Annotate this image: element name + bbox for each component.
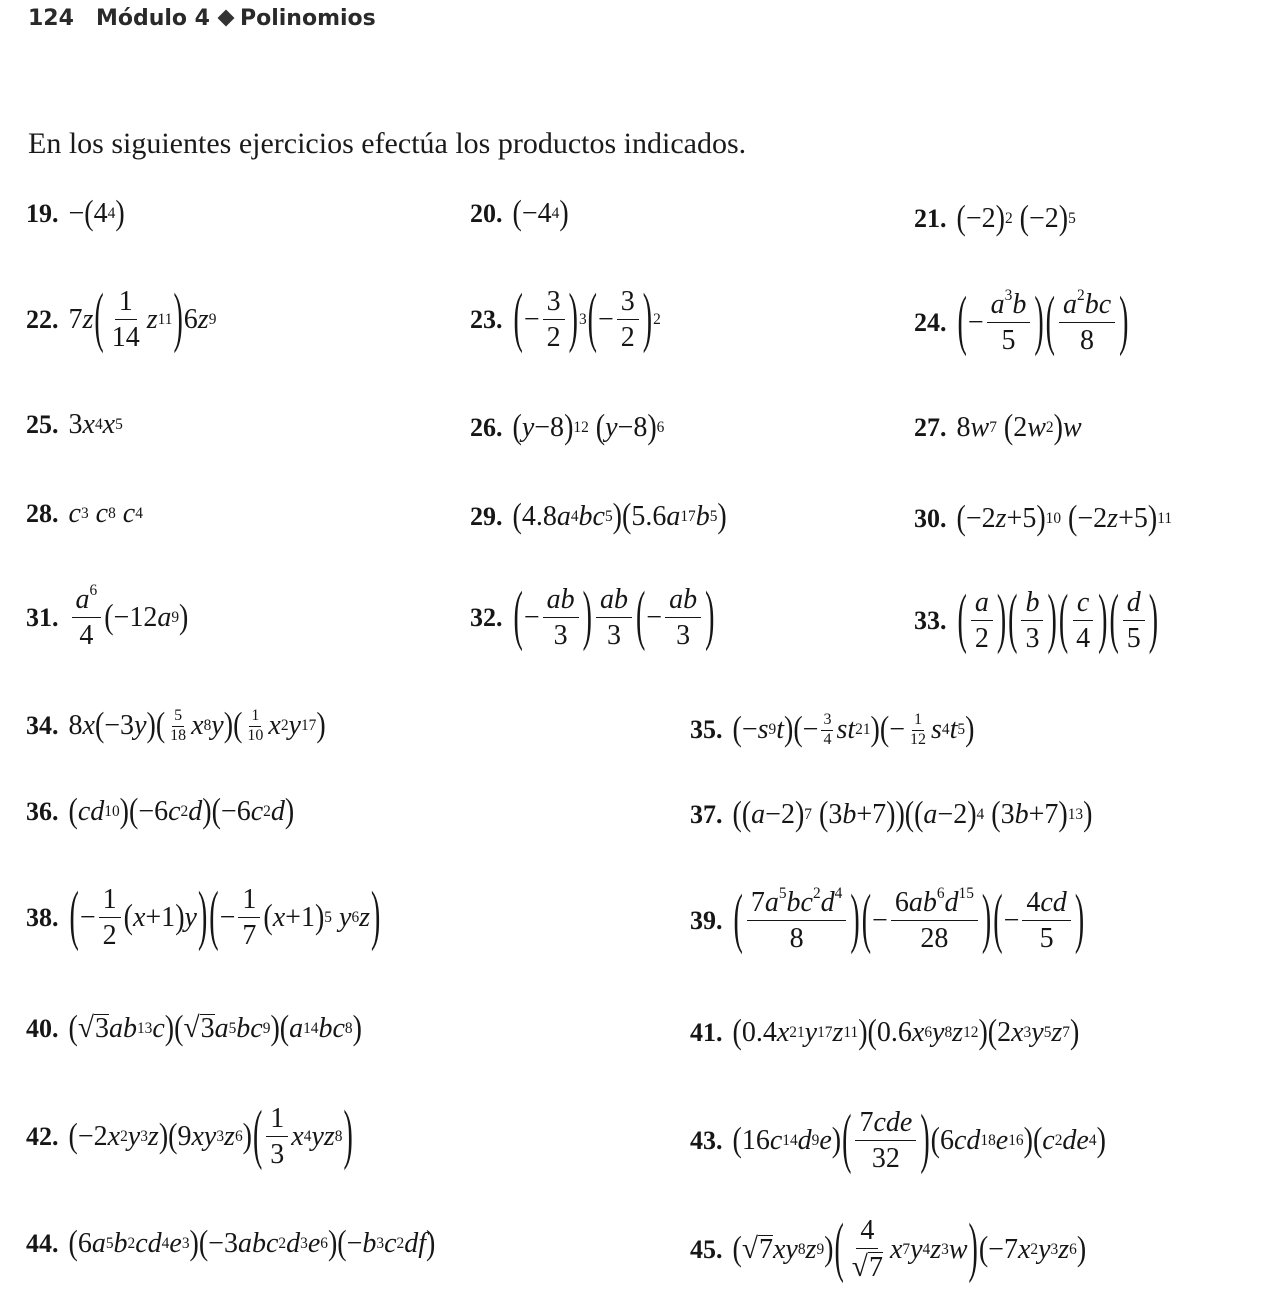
exercise-31	[26, 581, 189, 652]
exercise-19	[26, 194, 125, 233]
exercise-number: 32.	[470, 602, 503, 632]
exercise-26	[470, 408, 665, 447]
exercise-24	[914, 284, 1129, 359]
exercise-43	[690, 1102, 1106, 1177]
exercise-expression: 8 x ( −3 y ) ( $\frac{5}{18}$ x 8 y ) ( $\frac{1}{10}$ x 2 y 17 )	[68, 706, 326, 746]
exercise-number: 45.	[690, 1234, 723, 1264]
exercise-30	[914, 499, 1173, 538]
diamond-icon	[217, 10, 234, 27]
exercise-number: 41.	[690, 1018, 723, 1047]
exercise-number: 36.	[26, 797, 59, 826]
exercise-23	[470, 281, 661, 356]
exercise-33	[914, 582, 1159, 657]
exercise-39	[690, 882, 1085, 957]
exercise-number: 29.	[470, 502, 503, 531]
exercise-number: 31.	[26, 602, 59, 632]
exercise-21	[914, 199, 1076, 238]
exercise-40	[26, 1008, 362, 1048]
exercise-32	[470, 579, 715, 654]
topic-label: Polinomios	[239, 6, 376, 31]
instructions: En los siguientes ejercicios efectúa los productos indicados.	[28, 127, 747, 160]
exercise-expression: ( −2 z +5 ) 10 ( −2 z +5 ) 11	[956, 499, 1173, 538]
exercise-number: 34.	[26, 711, 59, 741]
exercise-29	[470, 497, 727, 536]
exercise-number: 20.	[470, 199, 503, 228]
exercise-number: 37.	[690, 800, 723, 829]
exercise-45	[690, 1211, 1087, 1286]
exercise-number: 44.	[26, 1229, 59, 1258]
exercise-number: 19.	[26, 199, 59, 228]
page-header	[28, 6, 376, 31]
exercise-37	[690, 795, 1093, 834]
exercise-number: 27.	[914, 413, 947, 442]
exercise-expression: ( y −8 ) 12 ( y −8 ) 6	[512, 408, 665, 447]
exercise-expression: 8 w 7 ( 2 w 2 ) w	[956, 408, 1082, 447]
exercise-expression: ( −2 x 2 y 3 z ) ( 9 xy 3 z 6 ) ( $\frac{1}{3}$ x 4 yz 8 )	[68, 1098, 353, 1173]
exercise-number: 43.	[690, 1125, 723, 1155]
exercise-expression: ( cd 10 ) ( −6 c 2 d ) ( −6 c 2 d )	[68, 792, 295, 831]
exercise-expression: ( 0.4 x 21 y 17 z 11 ) ( 0.6 x 6 y 8 z 12 ) ( 2 x 3 y 5 z 7 )	[732, 1013, 1080, 1052]
exercise-expression: ( −4 4 )	[512, 194, 569, 233]
exercise-number: 35.	[690, 715, 723, 745]
exercise-expression: ( √ 3 ab 13 c ) ( √ 3 a 5 bc 9 ) ( a 14 bc 8 )	[68, 1008, 362, 1048]
exercise-expression: ( $\frac{7a^5bc^2d^4}{8}$ ) ( − $\frac{6ab^6d^{15}}{28}$ ) ( − $\frac{4cd}{5}$ )	[733, 882, 1085, 957]
exercise-expression: c 3 c 8 c 4	[68, 498, 143, 529]
exercise-expression: 7 z ( $\frac{1}{14}$ z 11 ) 6 z 9	[68, 281, 217, 356]
exercise-expression: 3 x 4 x 5	[68, 409, 123, 440]
exercise-44	[26, 1224, 436, 1263]
exercise-expression: − ( 4 4 )	[68, 194, 125, 233]
exercise-35	[690, 712, 974, 749]
exercise-expression: ( − $\frac{ab}{3}$ ) $\frac{ab}{3}$ ( − $\frac{ab}{3}$ )	[513, 579, 715, 654]
exercise-27	[914, 408, 1082, 447]
exercise-expression: $\frac{a^6}{4}$ ( −12 a 9 )	[69, 585, 189, 651]
exercise-number: 28.	[26, 499, 59, 528]
exercise-number: 38.	[26, 902, 59, 932]
exercise-number: 23.	[470, 304, 503, 334]
module-label: Módulo 4	[95, 6, 210, 31]
exercise-20	[470, 194, 569, 233]
exercise-expression: ( −2 ) 2 ( −2 ) 5	[956, 199, 1076, 238]
exercise-number: 39.	[690, 905, 723, 935]
exercise-expression: ( 4.8 a 4 bc 5 ) ( 5.6 a 17 b 5 )	[512, 497, 727, 536]
exercise-expression: ( √ 7 xy 8 z 9 ) ( 4 √ 7 x 7 y 4 z 3 w ) ( −7 x 2 y 3 z 6 )	[732, 1211, 1087, 1286]
exercise-22	[26, 281, 217, 356]
exercise-28	[26, 500, 143, 528]
exercise-number: 42.	[26, 1121, 59, 1151]
exercise-expression: ( $\frac{a}{2}$ ) ( $\frac{b}{3}$ ) ( $\frac{c}{4}$ ) ( $\frac{d}{5}$ )	[957, 582, 1159, 657]
exercise-expression: ( 6 a 5 b 2 cd 4 e 3 ) ( −3 abc 2 d 3 e 6 ) ( − b 3 c 2 df )	[68, 1224, 436, 1263]
exercise-25	[26, 411, 123, 439]
exercise-expression: ( ( a −2 ) 7 ( 3 b +7 ) ) ( ( a −2 ) 4 ( 3 b +7 ) 13 )	[732, 795, 1093, 834]
exercise-number: 33.	[914, 605, 947, 635]
exercise-expression: ( − $\frac{a^3b}{5}$ ) ( $\frac{a^2bc}{8}$ )	[957, 284, 1129, 359]
exercise-number: 21.	[914, 204, 947, 233]
exercise-number: 22.	[26, 304, 59, 334]
exercise-expression: ( − s 9 t ) ( − $\frac{3}{4}$ st 21 ) ( − $\frac{1}{12}$ s 4 t 5 )	[732, 710, 975, 750]
exercise-41	[690, 1013, 1080, 1052]
exercise-34	[26, 708, 326, 745]
exercise-expression: ( 16 c 14 d 9 e ) ( $\frac{\text{7cde}}{32}$ ) ( 6 cd 18 e 16 ) ( c 2 de 4 )	[732, 1102, 1106, 1177]
exercise-42	[26, 1098, 354, 1173]
exercise-number: 24.	[914, 307, 947, 337]
exercise-number: 26.	[470, 413, 503, 442]
page-number: 124	[28, 6, 74, 31]
exercise-number: 25.	[26, 410, 59, 439]
exercise-38	[26, 879, 381, 954]
exercise-expression: ( − $\frac{3}{2}$ ) 3 ( − $\frac{3}{2}$ ) 2	[513, 281, 661, 356]
exercise-expression: ( − $\frac{1}{2}$ ( x +1 ) y ) ( − $\frac{1}{7}$ ( x +1 ) 5 y 6 z )	[69, 879, 381, 954]
exercise-number: 40.	[26, 1013, 59, 1043]
exercise-36	[26, 792, 295, 831]
exercise-number: 30.	[914, 504, 947, 533]
